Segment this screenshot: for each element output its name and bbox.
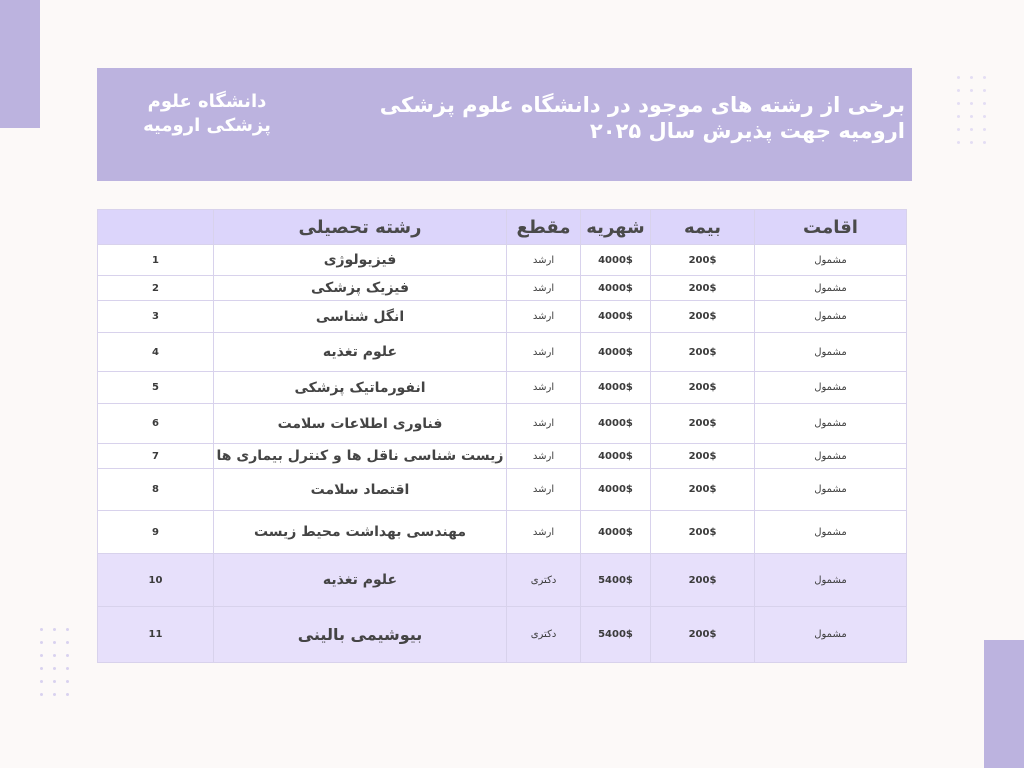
degree-level: دکتری: [507, 607, 581, 663]
insurance-fee: 200$: [651, 372, 755, 404]
tuition-fee: 4000$: [581, 333, 651, 372]
column-header-tuition: شهریه: [581, 210, 651, 245]
tuition-fee: 5400$: [581, 554, 651, 607]
degree-level: ارشد: [507, 245, 581, 276]
row-number: 2: [98, 276, 214, 301]
tuition-fee: 4000$: [581, 372, 651, 404]
row-number: 3: [98, 301, 214, 333]
insurance-fee: 200$: [651, 245, 755, 276]
insurance-fee: 200$: [651, 404, 755, 444]
degree-level: ارشد: [507, 404, 581, 444]
residence-status: مشمول: [755, 372, 907, 404]
insurance-fee: 200$: [651, 469, 755, 511]
degree-level: ارشد: [507, 301, 581, 333]
decorative-dot-grid: [40, 628, 69, 696]
major-name: انفورماتیک پزشکی: [214, 372, 507, 404]
degree-level: ارشد: [507, 469, 581, 511]
tuition-fee: 4000$: [581, 511, 651, 554]
major-name: فیزیولوژی: [214, 245, 507, 276]
residence-status: مشمول: [755, 469, 907, 511]
table-row: [98, 444, 907, 469]
row-number: 7: [98, 444, 214, 469]
tuition-fee: 4000$: [581, 245, 651, 276]
residence-status: مشمول: [755, 333, 907, 372]
decorative-corner-block: [0, 0, 40, 128]
residence-status: مشمول: [755, 245, 907, 276]
insurance-fee: 200$: [651, 554, 755, 607]
major-name: انگل شناسی: [214, 301, 507, 333]
table-row: [98, 276, 907, 301]
major-name: زیست شناسی ناقل ها و کنترل بیماری ها: [214, 444, 507, 469]
row-number: 10: [98, 554, 214, 607]
table-row: [98, 372, 907, 404]
tuition-fee: 5400$: [581, 607, 651, 663]
row-number: 11: [98, 607, 214, 663]
major-name: مهندسی بهداشت محیط زیست: [214, 511, 507, 554]
column-header-major: رشته تحصیلی: [214, 210, 507, 245]
row-number: 8: [98, 469, 214, 511]
page-title: برخی از رشته های موجود در دانشگاه علوم پزشکی ارومیه جهت پذیرش سال ۲۰۲۵: [379, 93, 905, 143]
table-row: [98, 404, 907, 444]
degree-level: ارشد: [507, 444, 581, 469]
major-name: فناوری اطلاعات سلامت: [214, 404, 507, 444]
column-header-insurance: بیمه: [651, 210, 755, 245]
table-row: [98, 301, 907, 333]
decorative-corner-block: [984, 640, 1024, 768]
residence-status: مشمول: [755, 404, 907, 444]
decorative-dot-grid: [957, 76, 986, 144]
table-row: [98, 333, 907, 372]
table-row: [98, 511, 907, 554]
residence-status: مشمول: [755, 607, 907, 663]
major-name: اقتصاد سلامت: [214, 469, 507, 511]
tuition-fee: 4000$: [581, 301, 651, 333]
tuition-fee: 4000$: [581, 444, 651, 469]
table-row: [98, 469, 907, 511]
major-name: علوم تغذیه: [214, 554, 507, 607]
row-number: 4: [98, 333, 214, 372]
university-name: دانشگاه علوم پزشکی ارومیه: [143, 91, 271, 136]
table-row: [98, 245, 907, 276]
row-number: 5: [98, 372, 214, 404]
residence-status: مشمول: [755, 301, 907, 333]
column-header-residence: اقامت: [755, 210, 907, 245]
major-name: بیوشیمی بالینی: [214, 607, 507, 663]
table-header-row: [98, 210, 907, 245]
row-number: 6: [98, 404, 214, 444]
residence-status: مشمول: [755, 276, 907, 301]
major-name: فیزیک پزشکی: [214, 276, 507, 301]
residence-status: مشمول: [755, 554, 907, 607]
column-header-number: [98, 210, 214, 245]
tuition-fee: 4000$: [581, 276, 651, 301]
degree-level: ارشد: [507, 511, 581, 554]
table-row: [98, 607, 907, 663]
degree-level: دکتری: [507, 554, 581, 607]
majors-table: [97, 209, 907, 663]
residence-status: مشمول: [755, 511, 907, 554]
tuition-fee: 4000$: [581, 404, 651, 444]
insurance-fee: 200$: [651, 607, 755, 663]
insurance-fee: 200$: [651, 511, 755, 554]
degree-level: ارشد: [507, 333, 581, 372]
residence-status: مشمول: [755, 444, 907, 469]
tuition-fee: 4000$: [581, 469, 651, 511]
column-header-degree: مقطع: [507, 210, 581, 245]
table-row: [98, 554, 907, 607]
degree-level: ارشد: [507, 276, 581, 301]
row-number: 9: [98, 511, 214, 554]
header-banner: [97, 68, 912, 181]
degree-level: ارشد: [507, 372, 581, 404]
insurance-fee: 200$: [651, 444, 755, 469]
insurance-fee: 200$: [651, 276, 755, 301]
row-number: 1: [98, 245, 214, 276]
major-name: علوم تغذیه: [214, 333, 507, 372]
insurance-fee: 200$: [651, 301, 755, 333]
insurance-fee: 200$: [651, 333, 755, 372]
